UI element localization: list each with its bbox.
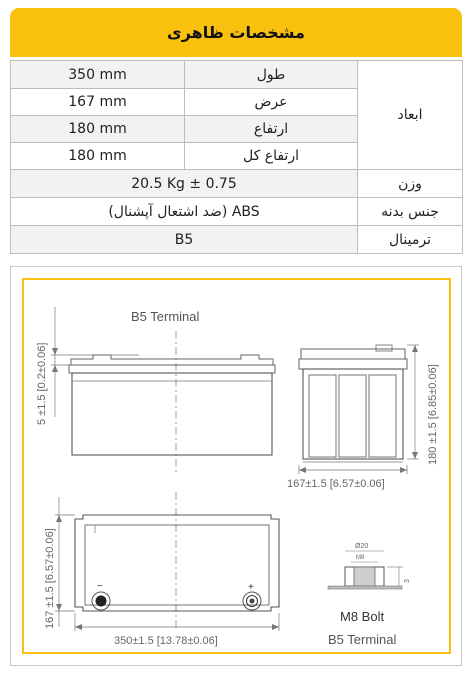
- technical-drawing-frame: [10, 266, 462, 666]
- width-label: عرض: [185, 89, 358, 116]
- top-view-corner: [85, 525, 95, 533]
- bolt-icon: [354, 567, 375, 586]
- top-length-dim-label: 350±1.5 [13.78±0.06]: [114, 635, 218, 647]
- bolt-terminal-title: B5 Terminal: [328, 632, 397, 647]
- dimensions-label: ابعاد: [358, 61, 463, 170]
- side-width-dim-label: 167±1.5 [6.57±0.06]: [287, 478, 385, 490]
- dim-arrow: [52, 348, 58, 355]
- height-value: 180 mm: [11, 116, 185, 143]
- side-height-dim-label: 180 ±1.5 [6.85±0.06]: [427, 364, 439, 465]
- dim-arrow: [52, 365, 58, 372]
- negative-sign: −: [97, 581, 103, 592]
- side-terminal-band: [301, 349, 405, 359]
- technical-drawing: [11, 267, 463, 667]
- weight-value: 20.5 Kg ± 0.75: [11, 170, 358, 198]
- dim-arrow: [272, 624, 279, 630]
- front-view-title: B5 Terminal: [131, 309, 200, 324]
- length-label: طول: [185, 61, 358, 89]
- dim-arrow: [299, 467, 306, 473]
- bolt-title: M8 Bolt: [340, 609, 385, 624]
- total-height-label: ارتفاع کل: [185, 143, 358, 170]
- terminal-label: ترمینال: [358, 226, 463, 254]
- bolt-height-label: 3: [404, 579, 411, 583]
- top-view-inner: [85, 525, 269, 605]
- negative-terminal-core: [96, 596, 107, 607]
- side-lid: [299, 359, 407, 369]
- height-label: ارتفاع: [185, 116, 358, 143]
- positive-sign: +: [248, 582, 254, 593]
- side-cell-2: [339, 375, 366, 457]
- dim-arrow: [412, 452, 418, 459]
- front-lid: [71, 355, 273, 365]
- bolt-base-plate: [328, 586, 402, 589]
- terminal-value: B5: [11, 226, 358, 254]
- dim-arrow: [400, 467, 407, 473]
- positive-terminal-bolt: [250, 599, 255, 604]
- width-value: 167 mm: [11, 89, 185, 116]
- dim-arrow: [56, 604, 62, 611]
- side-cell-1: [309, 375, 336, 457]
- front-lid-rim: [69, 365, 275, 373]
- dim-arrow: [75, 624, 82, 630]
- bolt-thread-label: M8: [356, 555, 365, 561]
- front-body: [72, 373, 272, 455]
- bolt-diameter-label: Ø20: [355, 543, 369, 550]
- total-height-value: 180 mm: [11, 143, 185, 170]
- dim-arrow: [412, 345, 418, 352]
- side-body: [303, 369, 403, 459]
- dim-arrow: [56, 515, 62, 522]
- side-terminal: [376, 345, 392, 351]
- side-cell-3: [369, 375, 396, 457]
- spec-title: مشخصات ظاهری: [10, 8, 462, 57]
- weight-label: وزن: [358, 170, 463, 198]
- front-terminal-dim-label: 5 ±1.5 [0.2±0.06]: [36, 342, 48, 425]
- length-value: 350 mm: [11, 61, 185, 89]
- material-label: جنس بدنه: [358, 198, 463, 226]
- material-value: ABS (ضد اشتعال آپشنال): [11, 198, 358, 226]
- top-width-dim-label: 167 ±1.5 [6.57±0.06]: [44, 528, 56, 629]
- spec-table: [10, 60, 463, 254]
